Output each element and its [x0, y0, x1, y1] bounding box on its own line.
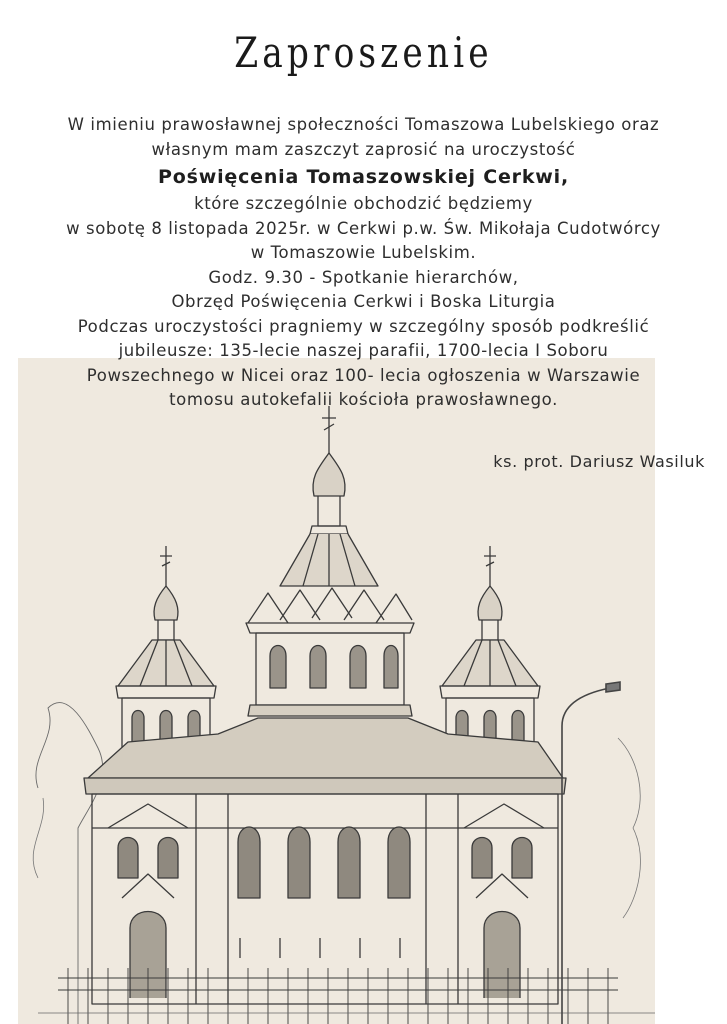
text-line: W imieniu prawosławnej społeczności Tomaszowa Lubelskiego oraz	[67, 115, 660, 134]
text-line: tomosu autokefalii kościoła prawosławnego.	[169, 390, 558, 409]
text-line: Obrzęd Poświęcenia Cerkwi i Boska Liturgia	[171, 292, 556, 311]
text-line: które szczególnie obchodzić będziemy	[194, 194, 533, 213]
text-line: w Tomaszowie Lubelskim.	[250, 243, 477, 262]
signature: ks. prot. Dariusz Wasiluk	[493, 452, 705, 471]
page-title: Zaproszenie	[234, 28, 493, 77]
text-line: własnym mam zaszczyt zaprosić na uroczystość	[151, 139, 576, 159]
text-line: Powszechnego w Nicei oraz 100- lecia ogłoszenia w Warszawie	[86, 365, 641, 385]
invitation-text	[0, 113, 727, 413]
event-name: Poświęcenia Tomaszowskiej Cerkwi,	[158, 166, 569, 188]
street-lamp-illustration	[540, 676, 650, 1024]
text-line: jubileusze: 135-lecie naszej parafii, 1700-lecia I Soboru	[118, 341, 609, 360]
text-line: w sobotę 8 listopada 2025r. w Cerkwi p.w. Św. Mikołaja Cudotwórcy	[66, 218, 661, 238]
text-line: Podczas uroczystości pragniemy w szczególny sposób podkreślić	[77, 316, 650, 336]
text-line: Godz. 9.30 - Spotkanie hierarchów,	[208, 267, 519, 287]
